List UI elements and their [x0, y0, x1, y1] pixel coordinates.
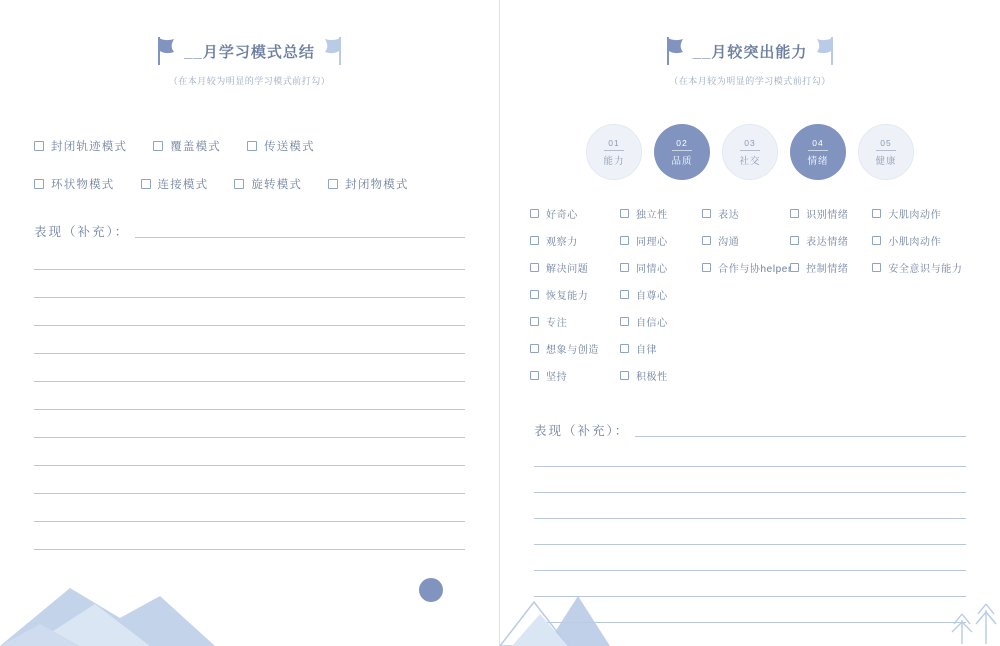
ability-checkbox[interactable]	[620, 368, 702, 383]
checkbox-closed-trajectory[interactable]	[34, 138, 127, 154]
write-line[interactable]	[534, 570, 966, 571]
checkbox-box-icon[interactable]	[141, 179, 151, 189]
ability-checkbox[interactable]	[620, 341, 702, 356]
checkbox-box-icon[interactable]	[620, 209, 629, 218]
category-number: 01	[608, 137, 620, 148]
checkbox-box-icon[interactable]	[328, 179, 338, 189]
checkbox-box-icon[interactable]	[620, 263, 629, 272]
category-number: 03	[744, 137, 756, 148]
category-number: 04	[812, 137, 824, 148]
ability-category-circles	[500, 124, 1000, 180]
ability-column-2	[620, 206, 702, 383]
ability-checkbox[interactable]	[620, 287, 702, 302]
left-page-header	[0, 34, 499, 100]
write-line[interactable]	[34, 353, 465, 354]
flag-icon	[156, 36, 176, 66]
ability-label: 专注	[546, 318, 568, 329]
checkbox-box-icon[interactable]	[620, 371, 629, 380]
ability-checkbox[interactable]	[620, 260, 702, 275]
ability-label: 自尊心	[635, 291, 668, 302]
checkbox-box-icon[interactable]	[34, 179, 44, 189]
checkbox-box-icon[interactable]	[530, 236, 539, 245]
ability-label: 小肌肉动作	[888, 237, 942, 248]
ability-label: 大肌肉动作	[888, 210, 942, 221]
category-circle-01[interactable]	[586, 124, 642, 180]
checkbox-rotating[interactable]	[234, 176, 302, 192]
ability-label: 沟通	[718, 237, 740, 248]
category-name: 能力	[603, 155, 625, 167]
checkbox-box-icon[interactable]	[620, 290, 629, 299]
decorative-dot	[419, 578, 443, 602]
write-line[interactable]	[534, 492, 966, 493]
checkbox-circular[interactable]	[34, 176, 115, 192]
ability-label: 恢复能力	[546, 291, 589, 302]
right-notes-section	[534, 421, 966, 623]
ability-label: 解决问题	[546, 264, 589, 275]
right-title-row	[500, 34, 1000, 68]
category-name: 品质	[671, 155, 693, 167]
ability-label: 观察力	[546, 237, 578, 248]
divider	[672, 150, 692, 151]
ability-checkbox-grid	[530, 206, 970, 383]
divider	[876, 150, 896, 151]
ability-label: 自律	[635, 345, 658, 356]
checkbox-label: 环状物模式	[51, 179, 115, 191]
learning-modes-row-1	[34, 138, 465, 154]
checkbox-box-icon[interactable]	[34, 141, 44, 151]
category-name: 情绪	[807, 155, 829, 167]
divider	[604, 150, 624, 151]
ability-checkbox[interactable]	[872, 233, 970, 248]
checkbox-box-icon[interactable]	[530, 290, 539, 299]
checkbox-label: 封闭物模式	[345, 179, 409, 191]
divider	[808, 150, 828, 151]
left-title-row	[0, 34, 499, 68]
right-notes-header	[534, 421, 966, 441]
ability-checkbox[interactable]	[620, 314, 702, 329]
right-page	[500, 0, 1000, 646]
ability-checkbox[interactable]	[530, 314, 620, 329]
category-circle-04[interactable]	[790, 124, 846, 180]
ability-column-3	[702, 206, 790, 383]
write-line[interactable]	[34, 549, 465, 550]
ability-label: 表达	[718, 210, 740, 221]
ability-label: 好奇心	[546, 210, 578, 221]
checkbox-box-icon[interactable]	[872, 209, 881, 218]
write-line[interactable]	[534, 596, 966, 597]
ability-checkbox[interactable]	[530, 341, 620, 356]
ability-checkbox[interactable]	[530, 260, 620, 275]
checkbox-box-icon[interactable]	[530, 344, 539, 353]
write-line[interactable]	[34, 269, 465, 270]
checkbox-box-icon[interactable]	[153, 141, 163, 151]
flag-icon	[815, 36, 835, 66]
checkbox-label: 封闭轨迹模式	[51, 141, 128, 153]
checkbox-box-icon[interactable]	[620, 344, 629, 353]
category-name: 健康	[875, 155, 897, 167]
write-line[interactable]	[34, 521, 465, 522]
checkbox-label: 旋转模式	[251, 179, 303, 191]
checkbox-box-icon[interactable]	[702, 263, 711, 272]
right-page-title: __月较突出能力	[692, 43, 808, 61]
ability-checkbox[interactable]	[702, 260, 790, 275]
write-line[interactable]	[534, 518, 966, 519]
mountain-decoration	[0, 566, 500, 646]
write-line[interactable]	[534, 622, 966, 623]
right-page-header	[500, 34, 1000, 100]
ability-label: 控制情绪	[806, 264, 849, 275]
checkbox-box-icon[interactable]	[702, 236, 711, 245]
right-page-subtitle: （在本月较为明显的学习模式前打勾）	[669, 76, 831, 86]
checkbox-box-icon[interactable]	[530, 371, 539, 380]
category-circle-05[interactable]	[858, 124, 914, 180]
ability-column-1	[530, 206, 620, 383]
ability-checkbox[interactable]	[790, 260, 872, 275]
ability-checkbox[interactable]	[790, 233, 872, 248]
category-number: 05	[880, 137, 892, 148]
ability-label: 积极性	[635, 372, 668, 383]
write-line[interactable]	[34, 325, 465, 326]
checkbox-box-icon[interactable]	[620, 236, 629, 245]
ability-column-4	[790, 206, 872, 383]
ability-checkbox[interactable]	[620, 206, 702, 221]
category-name: 社交	[739, 155, 761, 167]
category-circle-03[interactable]	[722, 124, 778, 180]
ability-checkbox[interactable]	[872, 260, 970, 275]
ability-label: 安全意识与能力	[888, 264, 963, 275]
ability-label: 想象与创造	[546, 345, 599, 356]
left-notes-label: 表现（补充）：	[34, 225, 130, 239]
ability-column-5	[872, 206, 970, 383]
divider	[740, 150, 760, 151]
ability-checkbox[interactable]	[620, 233, 702, 248]
ability-checkbox[interactable]	[702, 233, 790, 248]
write-line[interactable]	[635, 436, 966, 437]
write-line[interactable]	[534, 466, 966, 467]
left-notes-header	[34, 222, 465, 242]
flag-icon	[665, 36, 685, 66]
checkbox-box-icon[interactable]	[790, 209, 799, 218]
ability-label: 坚持	[546, 372, 568, 383]
checkbox-enclosing[interactable]	[328, 176, 409, 192]
checkbox-label: 传送模式	[264, 141, 315, 153]
write-line[interactable]	[34, 381, 465, 382]
checkbox-connecting[interactable]	[141, 176, 209, 192]
checkbox-box-icon[interactable]	[702, 209, 711, 218]
checkbox-box-icon[interactable]	[790, 263, 799, 272]
write-line[interactable]	[34, 437, 465, 438]
checkbox-label: 连接模式	[157, 179, 209, 191]
write-line[interactable]	[135, 237, 465, 238]
checkbox-box-icon[interactable]	[234, 179, 244, 189]
right-notes-label: 表现（补充）：	[534, 424, 630, 438]
ability-label: 自信心	[635, 318, 668, 329]
ability-checkbox[interactable]	[530, 287, 620, 302]
checkbox-label: 覆盖模式	[170, 141, 222, 153]
ability-checkbox[interactable]	[530, 368, 620, 383]
learning-modes-group	[34, 138, 465, 192]
left-page-title: __月学习模式总结	[184, 43, 315, 61]
checkbox-transporting[interactable]	[247, 138, 315, 154]
ability-checkbox[interactable]	[530, 233, 620, 248]
category-circle-02[interactable]	[654, 124, 710, 180]
left-page-subtitle: （在本月较为明显的学习模式前打勾）	[168, 76, 331, 86]
checkbox-box-icon[interactable]	[247, 141, 257, 151]
ability-label: 独立性	[635, 210, 668, 221]
ability-label: 合作与协helper	[718, 264, 792, 275]
ability-label: 同理心	[635, 237, 668, 248]
write-line[interactable]	[34, 409, 465, 410]
checkbox-box-icon[interactable]	[530, 263, 539, 272]
write-line[interactable]	[34, 297, 465, 298]
category-number: 02	[676, 137, 688, 148]
flag-icon	[323, 36, 343, 66]
checkbox-box-icon[interactable]	[620, 317, 629, 326]
left-notes-section	[34, 222, 465, 550]
checkbox-covering[interactable]	[153, 138, 221, 154]
checkbox-box-icon[interactable]	[530, 317, 539, 326]
ability-checkbox[interactable]	[702, 206, 790, 221]
checkbox-box-icon[interactable]	[872, 263, 881, 272]
write-line[interactable]	[534, 544, 966, 545]
learning-modes-row-2	[34, 176, 465, 192]
ability-label: 表达情绪	[806, 237, 849, 248]
ability-checkbox[interactable]	[530, 206, 620, 221]
ability-label: 识别情绪	[806, 210, 849, 221]
ability-checkbox[interactable]	[872, 206, 970, 221]
write-line[interactable]	[34, 465, 465, 466]
ability-checkbox[interactable]	[790, 206, 872, 221]
checkbox-box-icon[interactable]	[872, 236, 881, 245]
checkbox-box-icon[interactable]	[530, 209, 539, 218]
checkbox-box-icon[interactable]	[790, 236, 799, 245]
write-line[interactable]	[34, 493, 465, 494]
ability-label: 同情心	[635, 264, 668, 275]
